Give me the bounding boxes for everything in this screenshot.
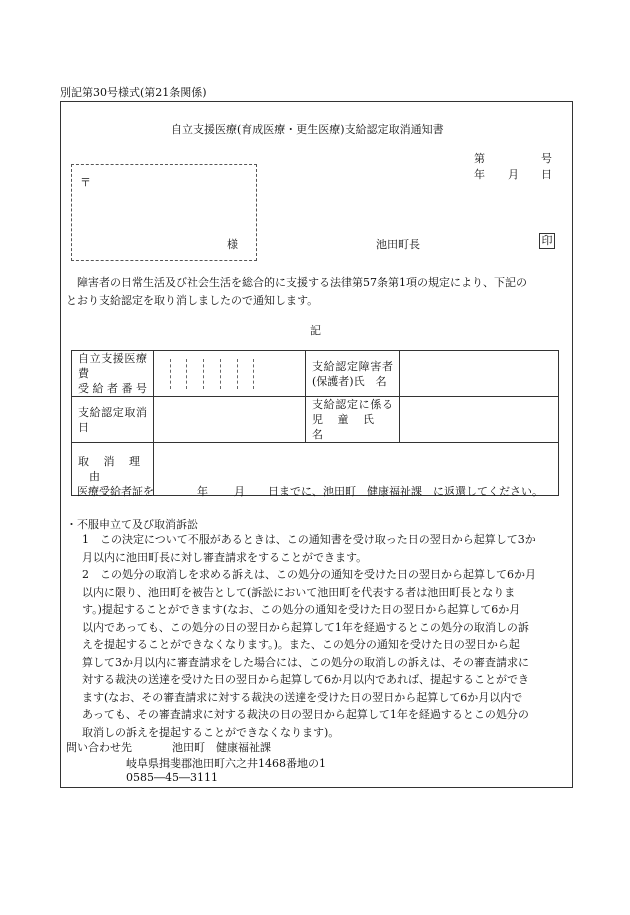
child-name-label: 支給認定に係る 児 童 氏 名 [306, 397, 400, 443]
appeal-line: 算して3か月以内に審査請求をした場合には、この処分の取消しの訴えは、その審査請求に [82, 655, 529, 669]
contact-label: 問い合わせ先 [66, 741, 132, 754]
contact-address: 岐阜県揖斐郡池田町六之井1468番地の1 [126, 757, 326, 770]
recipient-number-field[interactable] [154, 351, 306, 397]
form-label: 別記第30号様式(第21条関係) [60, 86, 207, 99]
intro-paragraph [66, 274, 527, 309]
appeal-line: 2 この処分の取消しを求める訴えは、この処分の通知を受けた日の翌日から起算して6か月 [82, 568, 536, 581]
number-prefix: 第 [474, 152, 485, 165]
info-table [71, 350, 559, 496]
document-title: 自立支援医療(育成医療・更生医療)支給認定取消通知書 [171, 123, 444, 136]
cancel-date-field[interactable] [154, 397, 306, 443]
appeal-heading: ・不服申立て及び取消訴訟 [66, 518, 198, 531]
return-notice-prefix: 医療受給者証を [77, 485, 154, 498]
date-day: 日 [541, 168, 552, 181]
appeal-line: あっても、その審査請求に対する裁決の日の翌日から起算して1年を経過するとこの処分の [82, 708, 529, 721]
disabled-name-field[interactable] [400, 351, 559, 397]
recipient-number-label: 自立支援医療費 受 給 者 番 号 [72, 351, 154, 397]
seal-mark: 印 [539, 233, 555, 249]
date-month: 月 [508, 168, 519, 181]
addressee-suffix: 様 [227, 238, 238, 251]
appeal-body [71, 531, 536, 741]
digit-boxes [154, 359, 270, 389]
ki-heading: 記 [310, 324, 321, 337]
disabled-name-label: 支給認定障害者 (保護者)氏 名 [306, 351, 400, 397]
appeal-line: 以内であっても、この処分の日の翌日から起算して1年を経過するとこの処分の取消しの訴 [82, 620, 529, 634]
reason-label: 取 消 理 由 [72, 443, 154, 496]
appeal-line: 取消しの訴えを提起することができなくなります)。 [82, 725, 340, 739]
table-row [72, 397, 559, 443]
postal-mark: 〒 [80, 176, 91, 189]
issuer: 池田町長 [376, 238, 420, 251]
return-notice-suffix: 日までに、池田町 健康福祉課 に返還してください。 [268, 485, 543, 498]
number-suffix: 号 [541, 152, 552, 165]
intro-line: 障害者の日常生活及び社会生活を総合的に支援する法律第57条第1項の規定により、下記の [77, 276, 527, 289]
child-name-field[interactable] [400, 397, 559, 443]
cancel-date-label: 支給認定取消日 [72, 397, 154, 443]
date-year: 年 [474, 168, 485, 181]
appeal-line: えを提起することができなくなります。)。また、この処分の通知を受けた日の翌日から起 [82, 638, 520, 651]
appeal-line: 対する裁決の送達を受けた日の翌日から起算して6か月以内であれば、提起することができ [82, 673, 529, 686]
appeal-line: ます(なお、その審査請求に対する裁決の送達を受けた日の翌日から起算して6か月以内で [82, 690, 523, 704]
return-notice-year: 年 [197, 485, 208, 498]
contact-phone: 0585―45―3111 [126, 771, 218, 784]
contact-department: 池田町 健康福祉課 [172, 741, 271, 754]
appeal-line: 月以内に池田町長に対し審査請求をすることができます。 [82, 550, 368, 564]
appeal-line: す。)提起することができます(なお、この処分の通知を受けた日の翌日から起算して6か月 [82, 603, 521, 616]
table-row [72, 351, 559, 397]
appeal-line: 1 この決定について不服があるときは、この通知書を受け取った日の翌日から起算して3か [82, 533, 536, 546]
return-notice-month: 月 [234, 485, 245, 498]
intro-line: とおり支給認定を取り消しましたので通知します。 [66, 293, 319, 307]
appeal-line: 以内に限り、池田町を被告として(訴訟において池田町を代表する者は池田町長となりま [82, 585, 516, 599]
